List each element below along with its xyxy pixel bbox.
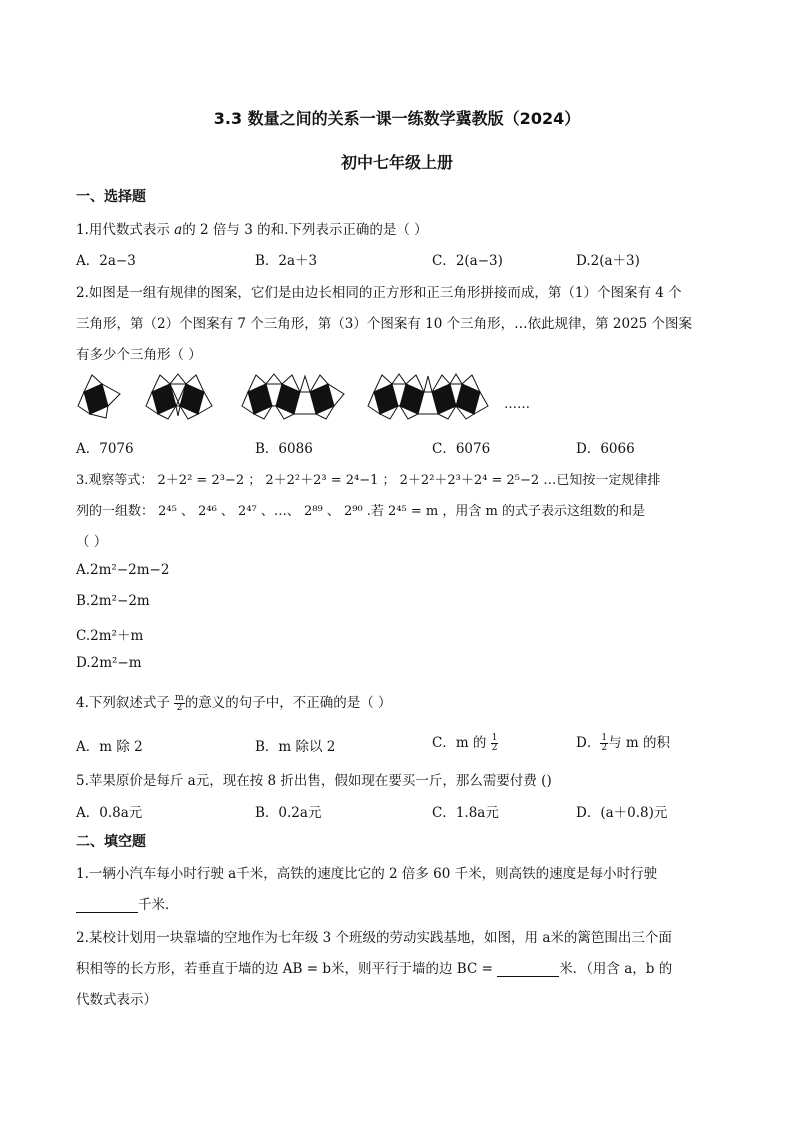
triangle-pattern-figure (76, 372, 546, 420)
q3-option-d: D.2m²−m (76, 655, 142, 671)
q2-option-d: D．6066 (576, 441, 635, 457)
pattern-ellipsis: …… (504, 397, 530, 412)
q2-option-c: C．6076 (432, 441, 491, 457)
section-fill-heading: 二、填空题 (76, 834, 146, 850)
section-choice-heading: 一、选择题 (76, 189, 146, 205)
pattern-2 (146, 374, 212, 419)
question-3-line-1: 3.观察等式： 2＋2² = 2³−2 ； 2＋2²＋2³ = 2⁴−1 ； 2＋2²＋2³＋2⁴ = 2⁵−2 …已知按一定规律排 (76, 473, 661, 488)
q5-option-a: A．0.8a元 (76, 805, 143, 821)
q4-option-d: D． $\frac{1}{2}$ 与 m 的积 (576, 733, 670, 753)
answer-blank[interactable] (497, 962, 559, 977)
q4-option-b: B．m 除以 2 (255, 739, 336, 755)
q4-option-c: C．m 的 $\frac{1}{2}$ (432, 733, 498, 753)
q1-option-b: B．2a＋3 (255, 253, 318, 269)
q3-option-a: A.2m²−2m−2 (76, 562, 170, 578)
page-subtitle: 初中七年级上册 (340, 153, 453, 172)
q1-option-c: C．2(a−3) (432, 253, 503, 269)
q3-option-b: B.2m²−2m (76, 593, 150, 609)
question-2-line-2: 三角形，第（2）个图案有 7 个三角形，第（3）个图案有 10 个三角形，…依此规律，第 2025 个图案 (76, 316, 693, 332)
q4-option-a: A．m 除 2 (76, 739, 143, 755)
pattern-3 (242, 374, 344, 419)
q1-option-d: D.2(a＋3) (576, 253, 640, 269)
question-2-line-3: 有多少个三角形（ ） (76, 347, 202, 363)
question-5-stem: 5.苹果原价是每斤 a元，现在按 8 折出售，假如现在要买一斤，那么需要付费 () (76, 773, 552, 789)
pattern-4 (368, 374, 488, 419)
q1-option-a: A．2a−3 (76, 253, 136, 269)
q3-option-c: C.2m²＋m (76, 628, 144, 644)
q2-option-b: B．6086 (255, 441, 313, 457)
q5-option-d: D．(a＋0.8)元 (576, 805, 668, 821)
question-2-line-1: 2.如图是一组有规律的图案，它们是由边长相同的正方形和正三角形拼接而成，第（1）个图案有 4 个 (76, 285, 682, 301)
question-3-line-2: 列的一组数： 2⁴⁵ 、 2⁴⁶ 、 2⁴⁷ 、…、 2⁸⁹ 、 2⁹⁰ .若 2⁴⁵ = m ，用含 m 的式子表示这组数的和是 (76, 504, 645, 519)
question-1-stem: 1.用代数式表示 a的 2 倍与 3 的和.下列表示正确的是（ ） (76, 222, 428, 238)
q5-option-b: B．0.2a元 (255, 805, 322, 821)
answer-blank[interactable] (76, 898, 138, 913)
fill-2-line-2: 积相等的长方形，若垂直于墙的边 AB = b米，则平行于墙的边 BC = 米．（用含 a，b 的 (76, 961, 673, 977)
question-3-line-3: （ ） (76, 534, 108, 550)
fill-1-line-2: 千米． (76, 893, 179, 913)
q2-option-a: A．7076 (76, 441, 134, 457)
fill-1-line-1: 1.一辆小汽车每小时行驶 a千米，高铁的速度比它的 2 倍多 60 千米，则高铁的速度是每小时行驶 (76, 866, 658, 882)
fill-2-line-3: 代数式表示） (76, 992, 157, 1008)
page-title: 3.3 数量之间的关系一课一练数学冀教版（2024） (213, 109, 581, 128)
q5-option-c: C．1.8a元 (432, 805, 499, 821)
pattern-1 (78, 375, 120, 418)
fill-2-line-1: 2.某校计划用一块靠墙的空地作为七年级 3 个班级的劳动实践基地，如图，用 a米的篱笆围出三个面 (76, 930, 672, 946)
fraction-m-over-2: $\frac{m}{2}$ (175, 693, 184, 713)
question-4-stem: 4.下列叙述式子 $\frac{m}{2}$ 的意义的句子中，不正确的是（ ） (76, 693, 392, 713)
